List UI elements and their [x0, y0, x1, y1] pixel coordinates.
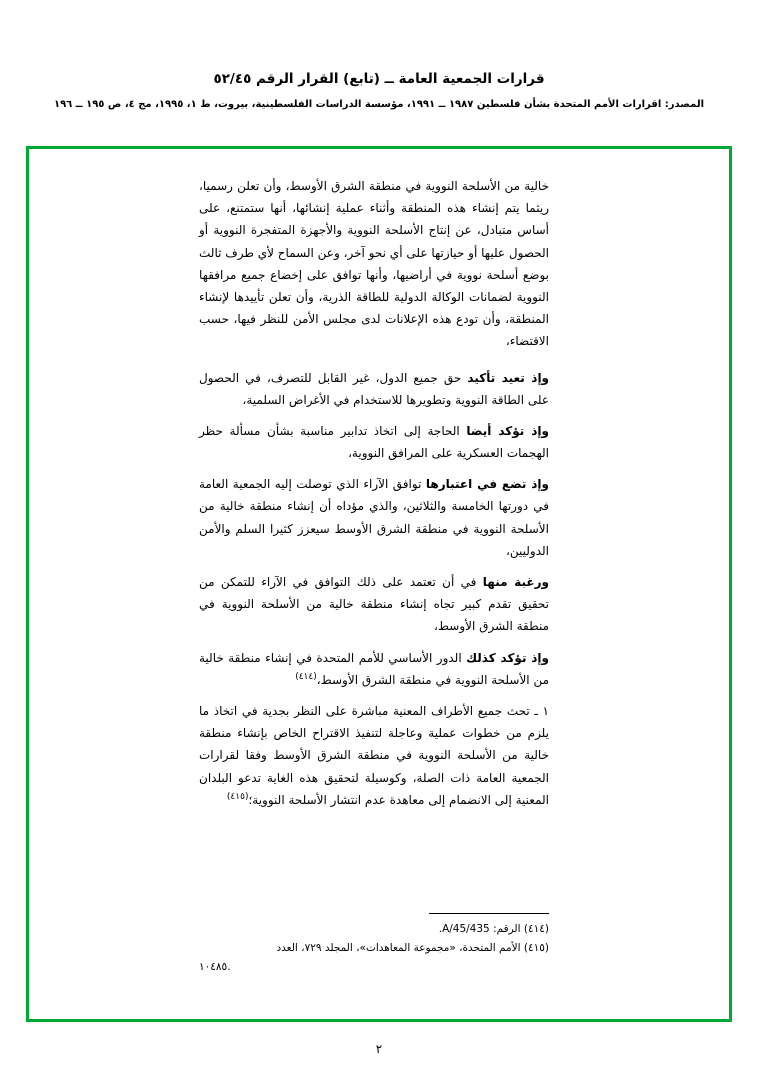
paragraph-text: في أن تعتمد على ذلك التوافق في الآراء للتمكن من تحقيق تقدم كبير تجاه إنشاء منطقة خالية من الأسلحة النووية في منطقة الشرق الأوسط، [199, 575, 549, 634]
footnote-marker: (٤١٤) [295, 671, 317, 682]
paragraph [199, 420, 549, 464]
paragraph-text: ١ ـ تحث جميع الأطراف المعنية مباشرة على النظر بجدية في اتخاذ ما يلزم من خطوات عملية وعاجلة لتنفيذ الاقتراح الخاص بإنشاء منطقة خالية من الأسلحة النووية في منطقة الشرق الأوسط وفقا لقرارات الجمعية العامة ذات الصلة، وكوسيلة لتحقيق هذه الغاية تدعو البلدان المعنية إلى الانضمام إلى معاهدة عدم انتشار الأسلحة النووية؛ [199, 703, 549, 807]
footnote-item-continued: ١٠٤٨٥. [199, 961, 231, 974]
paragraph-text: حق جميع الدول، غير القابل للتصرف، في الحصول على الطاقة النووية وتطويرها للاستخدام في الأغراض السلمية، [199, 370, 549, 407]
paragraph [199, 367, 549, 411]
footnotes [199, 913, 549, 977]
paragraph-lead: وإذ تؤكد أيضا [466, 423, 549, 438]
paragraph-lead: ورغبة منها [482, 575, 549, 589]
paragraph-text: توافق الآراء الذي توصلت إليه الجمعية العامة في دورتها الخامسة والثلاثين، والذي مؤداه أن إنشاء منطقة خالية من الأسلحة النووية في منطقة الشرق الأوسط سيعزز كثيرا السلم والأمن الدوليين، [199, 477, 549, 558]
paragraph [199, 700, 549, 811]
paragraph-lead: وإذ تؤكد كذلك [466, 650, 549, 665]
footnote-divider [429, 913, 549, 914]
source-line: المصدر: اقرارات الأمم المتحدة بشأن فلسطين ١٩٨٧ ــ ١٩٩١، مؤسسة الدراسات الفلسطينية، بيروت، ط ١، ١٩٩٥، مج ٤، ص ١٩٥ ــ ١٩٦ [53, 98, 705, 110]
paragraph [199, 571, 549, 638]
paragraph-text: خالية من الأسلحة النووية في منطقة الشرق الأوسط، وأن تعلن رسميا، ريثما يتم إنشاء هذه المنطقة وأثناء عملية إنشائها، أنها ستمتنع، على أساس متبادل، عن إنتاج الأسلحة النووية والأجهزة المتفجرة النووية أو الحصول عليها أو حيازتها على أي نحو آخر، وعن السماح لأي طرف ثالث بوضع أسلحة نووية في أراضيها، وأنها توافق على إخضاع جميع مرافقها النووية لضمانات الوكالة الدولية للطاقة الذرية، وأن تعلن تأييدها لإنشاء المنطقة، وأن تودع هذه الإعلانات لدى مجلس الأمن للنظر فيها، حسب الاقتضاء، [199, 179, 549, 349]
paragraph [199, 175, 549, 353]
paragraph-text: الدور الأساسي للأمم المتحدة في إنشاء منطقة خالية من الأسلحة النووية في منطقة الشرق الأوسط، [199, 650, 549, 687]
paragraph-lead: وإذ تضع في اعتبارها [425, 477, 549, 492]
document-header [0, 70, 758, 110]
page-title: قرارات الجمعية العامة ــ (تابع) القرار الرقم ٥٢/٤٥ [213, 71, 545, 87]
footnote-marker: (٤١٥) [226, 791, 249, 802]
paragraph-text: الحاجة إلى اتخاذ تدابير مناسبة بشأن مسألة حظر الهجمات العسكرية على المرافق النووية، [199, 423, 549, 461]
paragraph [199, 473, 549, 562]
body-text [199, 175, 549, 820]
page-number: ٢ [375, 1042, 383, 1056]
footnote-item: (٤١٥) الأمم المتحدة، «مجموعة المعاهدات»، المجلد ٧٢٩، العدد [276, 942, 549, 955]
paragraph [199, 647, 549, 691]
footnote-item: (٤١٤) الرقم: A/45/435. [438, 923, 549, 936]
content-frame [26, 146, 732, 1022]
paragraph-lead: وإذ تعيد تأكيد [467, 370, 550, 385]
